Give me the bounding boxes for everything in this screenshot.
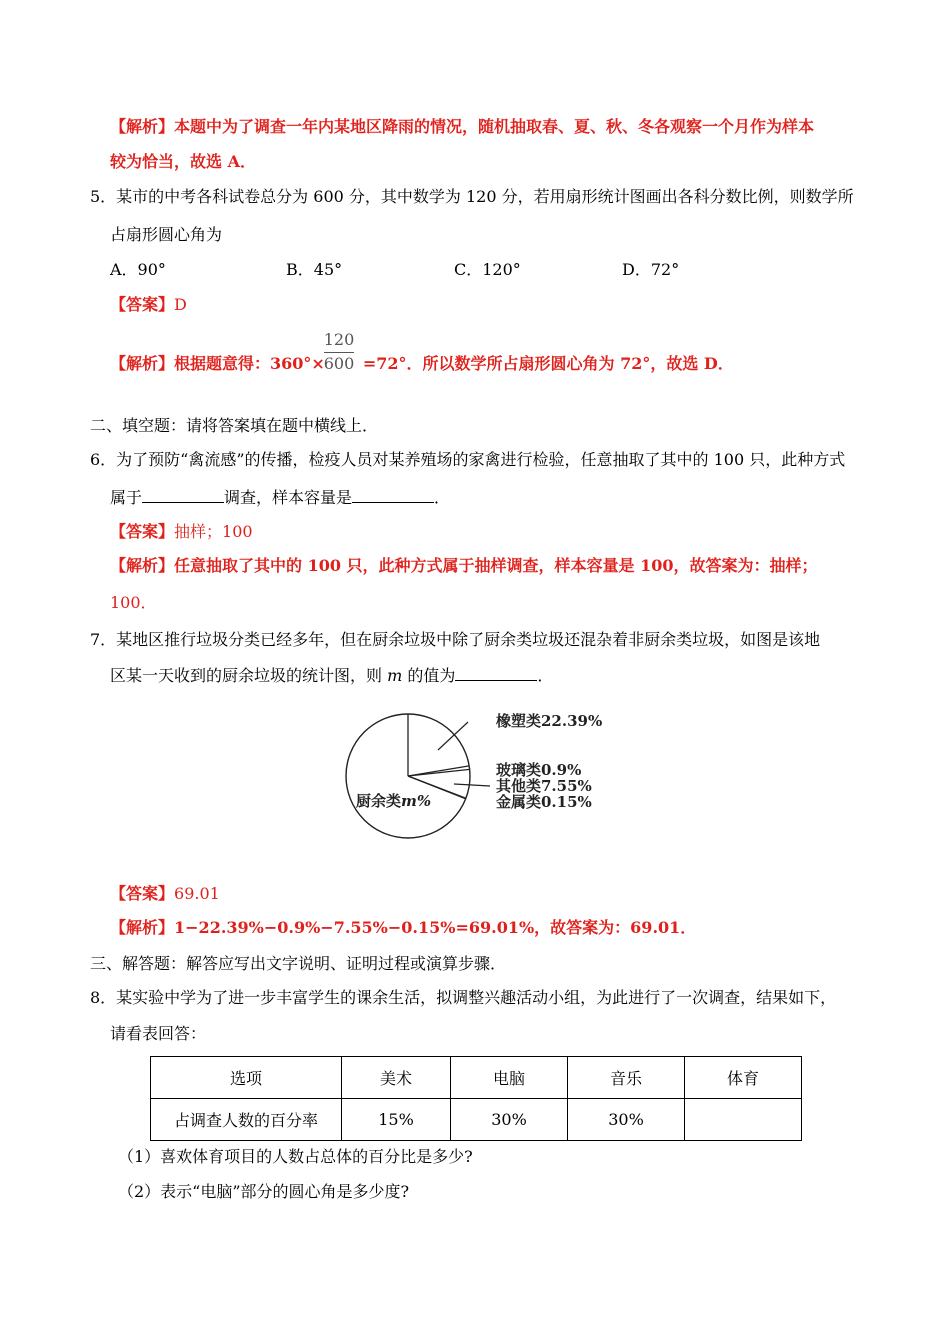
table-row (151, 1099, 802, 1141)
q6-analysis-line1 (110, 555, 818, 577)
q7-text-b: 的值为 (402, 666, 456, 685)
q5-option-b: B．45° (286, 260, 343, 279)
analysis-tag: 【解析】 (110, 556, 175, 575)
q5-options (110, 259, 810, 281)
q7-stem-line1: 7．某地区推行垃圾分类已经多年，但在厨余垃圾中除了厨余类垃圾还混杂着非厨余类垃圾，如图是该地 (90, 630, 821, 649)
leader-other (454, 784, 490, 786)
fraction-numerator: 120 (323, 330, 355, 349)
q5-option-d: D．72° (622, 260, 680, 279)
section3-heading: 三、解答题：解答应写出文字说明、证明过程或演算步骤． (90, 954, 507, 973)
q8-sub1: （1）喜欢体育项目的人数占总体的百分比是多少? (118, 1147, 473, 1166)
q6-text-a: 属于 (110, 488, 143, 507)
pie-label-kitchen (356, 792, 431, 810)
q5-analysis-pre: 根据题意得：360°× (174, 354, 325, 373)
q5-option-a: A．90° (110, 260, 166, 279)
table-cell: 占调查人数的百分率 (151, 1099, 342, 1141)
q4-analysis-line1 (110, 116, 814, 138)
q5-analysis-post: =72°．所以数学所占扇形圆心角为 72°，故选 D． (362, 354, 734, 373)
pie-label-glass: 玻璃类0.9% (496, 761, 582, 779)
q7-blank (455, 664, 537, 681)
answer-tag: 【答案】 (110, 295, 175, 314)
q6-blank-1 (142, 486, 224, 503)
q8-sub2: （2）表示“电脑”部分的圆心角是多少度? (118, 1182, 410, 1201)
q5-answer (110, 294, 187, 316)
q8-table (150, 1056, 802, 1141)
q8-stem-line1: 8．某实验中学为了进一步丰富学生的课余生活，拟调整兴趣活动小组，为此进行了一次调查，结果如下， (90, 988, 837, 1007)
table-header-cell: 选项 (151, 1057, 342, 1099)
q7-analysis (110, 917, 696, 939)
q7-text-a: 区某一天收到的厨余垃圾的统计图，则 (110, 666, 388, 685)
table-header-cell: 体育 (685, 1057, 802, 1099)
table-cell: 30% (451, 1099, 568, 1141)
q6-text-b: 调查，样本容量是 (224, 488, 353, 507)
fraction-denominator: 600 (323, 354, 355, 373)
analysis-tag: 【解析】 (110, 918, 175, 937)
q6-answer (110, 521, 253, 543)
table-header-row (151, 1057, 802, 1099)
q7-analysis-text: 1−22.39%−0.9%−7.55%−0.15%=69.01%，故答案为：69.01． (174, 918, 697, 937)
q7-text-c: ． (537, 666, 554, 685)
table-header-cell: 美术 (342, 1057, 451, 1099)
q6-stem-line2 (110, 486, 450, 509)
q5-analysis (110, 353, 734, 375)
q6-analysis-line2: 100． (110, 593, 157, 612)
q7-variable-m: m (387, 666, 403, 685)
q8-stem-line2: 请看表回答： (110, 1024, 207, 1043)
pie-label-kitchen-text: 厨余类 (356, 792, 402, 810)
q4-analysis-text: 本题中为了调查一年内某地区降雨的情况，随机抽取春、夏、秋、冬各观察一个月作为样本 (174, 117, 815, 136)
leader-rubber (438, 722, 468, 750)
table-cell (685, 1099, 802, 1141)
fraction-bar (324, 352, 354, 353)
table-header-cell: 音乐 (568, 1057, 685, 1099)
q7-pie-chart (340, 700, 620, 850)
table-cell: 15% (342, 1099, 451, 1141)
q6-text-c: ． (434, 488, 451, 507)
answer-tag: 【答案】 (110, 522, 175, 541)
q6-stem-line1: 6．为了预防“禽流感”的传播，检疫人员对某养殖场的家禽进行检验，任意抽取了其中的 100 只，此种方式 (90, 450, 846, 469)
answer-tag: 【答案】 (110, 884, 175, 903)
q5-stem-line1: 5．某市的中考各科试卷总分为 600 分，其中数学为 120 分，若用扇形统计图画出各科分数比例，则数学所 (90, 187, 854, 206)
q7-answer-value: 69.01 (174, 884, 220, 903)
analysis-tag: 【解析】 (110, 354, 175, 373)
q5-fraction (322, 330, 356, 376)
q4-analysis-line2: 较为恰当，故选 A． (110, 152, 256, 171)
analysis-tag: 【解析】 (110, 117, 175, 136)
table-cell: 30% (568, 1099, 685, 1141)
q7-stem-line2 (110, 664, 553, 687)
q6-blank-2 (352, 486, 434, 503)
q6-analysis-text: 任意抽取了其中的 100 只，此种方式属于抽样调查，样本容量是 100，故答案为：抽样； (174, 556, 818, 575)
section2-heading: 二、填空题：请将答案填在题中横线上． (90, 416, 379, 435)
q7-answer (110, 883, 220, 905)
q5-option-c: C．120° (454, 260, 521, 279)
q5-answer-value: D (174, 295, 187, 314)
table-header-cell: 电脑 (451, 1057, 568, 1099)
pie-label-kitchen-var: m% (401, 792, 432, 810)
q5-stem-line2: 占扇形圆心角为 (110, 225, 223, 244)
q6-answer-value: 抽样；100 (174, 522, 253, 541)
pie-label-rubber: 橡塑类22.39% (496, 712, 603, 730)
pie-label-other: 其他类7.55% (496, 777, 592, 795)
pie-label-metal: 金属类0.15% (496, 793, 592, 811)
